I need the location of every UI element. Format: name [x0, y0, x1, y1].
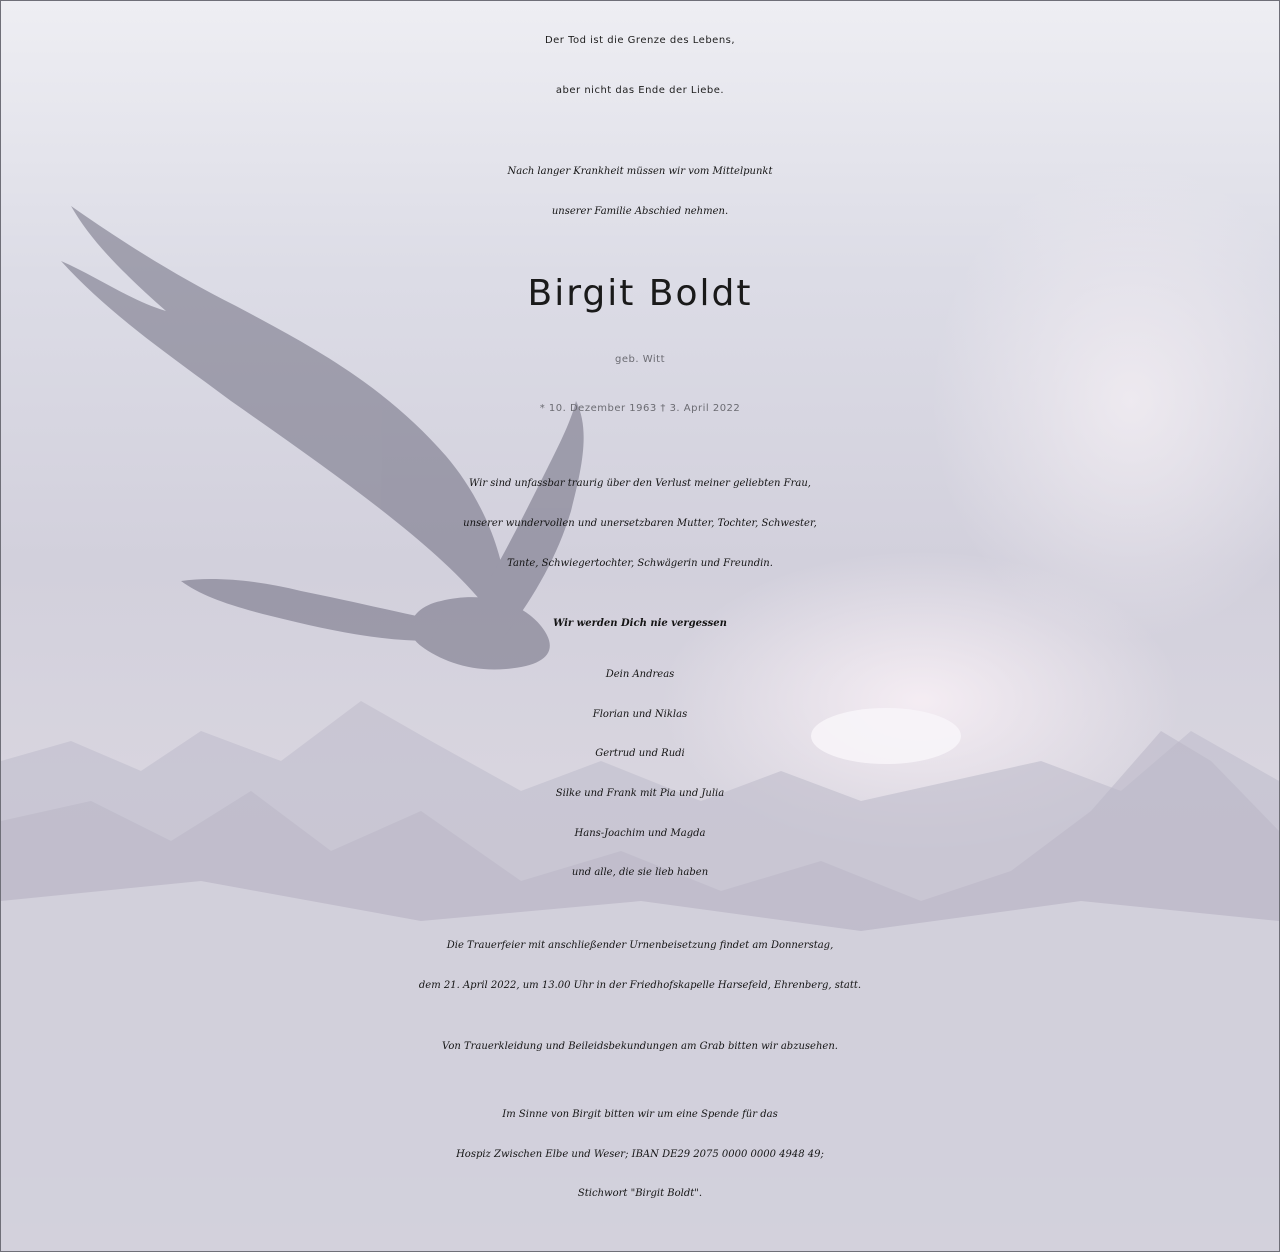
message-line-1: Wir sind unfassbar traurig über den Verlust meiner geliebten Frau,	[469, 478, 811, 489]
birth-name: geb. Witt	[615, 354, 665, 365]
mourner-line: Silke und Frank mit Pia und Julia	[555, 788, 725, 799]
donation-line-2: Hospiz Zwischen Elbe und Weser; IBAN DE29 2075 0000 0000 4948 49;	[456, 1149, 824, 1160]
mourner-line: und alle, die sie lieb haben	[571, 867, 709, 878]
donation-line-3: Stichwort "Birgit Boldt".	[577, 1188, 703, 1199]
donation-line-1: Im Sinne von Birgit bitten wir um eine Spende für das	[502, 1109, 778, 1120]
condolence-request: Von Trauerkleidung und Beileidsbekundungen am Grab bitten wir abzusehen.	[442, 1041, 838, 1052]
message-line-2: unserer wundervollen und unersetzbaren Mutter, Tochter, Schwester,	[463, 518, 817, 529]
intro-line-1: Nach langer Krankheit müssen wir vom Mittelpunkt	[507, 166, 773, 177]
funeral-line-2: dem 21. April 2022, um 13.00 Uhr in der Friedhofskapelle Harsefeld, Ehrenberg, statt.	[418, 980, 862, 991]
funeral-line-1: Die Trauerfeier mit anschließender Urnenbeisetzung findet am Donnerstag,	[446, 940, 834, 951]
mourner-line: Florian und Niklas	[592, 709, 688, 720]
message-line-3: Tante, Schwiegertochter, Schwägerin und Freundin.	[507, 558, 773, 569]
eagle-tail	[181, 579, 441, 641]
mourner-line: Gertrud und Rudi	[595, 748, 685, 759]
deceased-name: Birgit Boldt	[527, 273, 753, 314]
mourner-line: Hans-Joachim und Magda	[574, 828, 706, 839]
intro-line-2: unserer Familie Abschied nehmen.	[551, 206, 729, 217]
quote-line-2: aber nicht das Ende der Liebe.	[555, 85, 725, 96]
never-forget-heading: Wir werden Dich nie vergessen	[553, 618, 727, 629]
mourner-line: Dein Andreas	[605, 669, 675, 680]
life-dates: * 10. Dezember 1963 † 3. April 2022	[539, 403, 741, 414]
quote-line-1: Der Tod ist die Grenze des Lebens,	[544, 35, 736, 46]
